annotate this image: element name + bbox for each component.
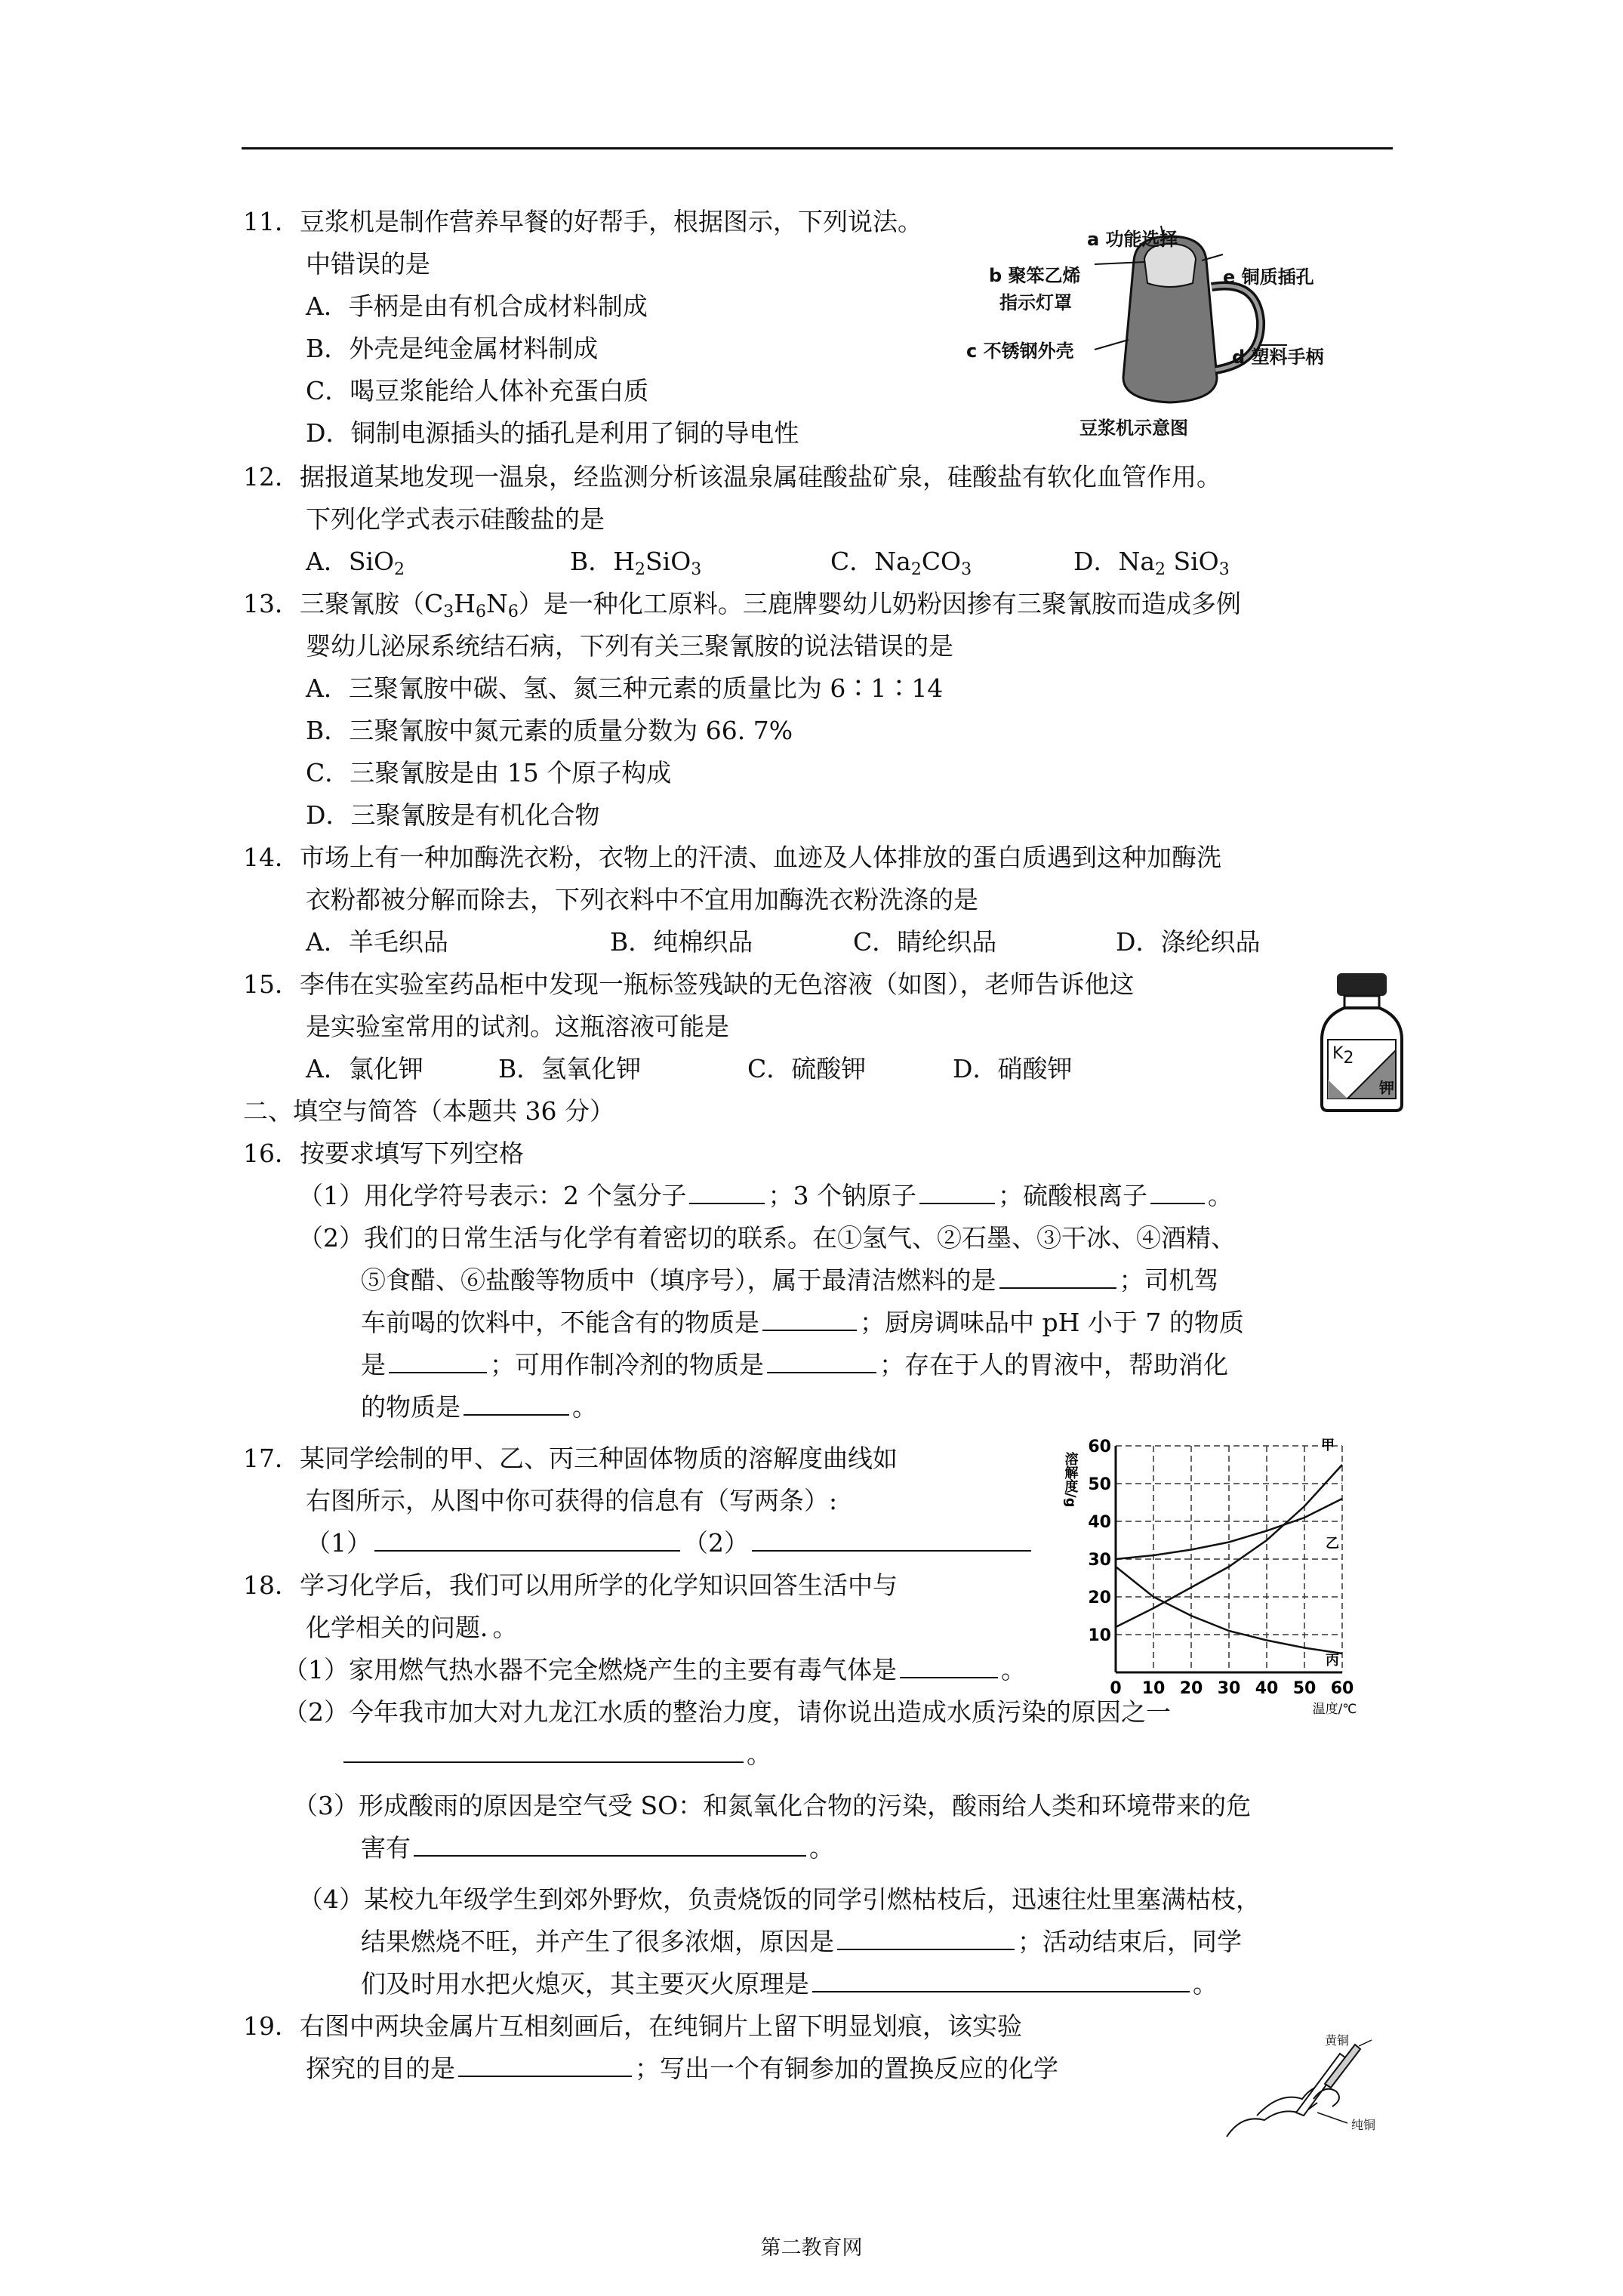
answer-blank[interactable] [919, 1180, 995, 1204]
q14-stem-line2: 衣粉都被分解而除去，下列衣料中不宜用加酶洗衣粉洗涤的是 [306, 885, 978, 914]
y-axis-label: 溶解度/g [1062, 1452, 1079, 1508]
answer-blank[interactable] [837, 1926, 1015, 1950]
q11-option-d: D．铜制电源插头的插孔是利用了铜的导电性 [306, 418, 799, 448]
q13-stem-line1: 13．三聚氰胺$(C_3H_6N_6)$是一种化工原料。三鹿牌婴幼儿奶粉因掺有三聚氰胺而造成多例 [243, 589, 1241, 621]
answer-blank[interactable] [752, 1527, 1031, 1552]
q16-part1: （1）用化学符号表示：2 个氢分子 ；3 个钠原子 ；硫酸根离子 。 [298, 1181, 1233, 1210]
q18-part3-answer: 害有 。 [361, 1833, 834, 1863]
series-label: 甲 [1321, 1438, 1335, 1453]
x-tick-label: 60 [1330, 1679, 1354, 1698]
q17-answers: （1） （2） [306, 1527, 1034, 1560]
bottle-label-k: $K_2$ [1332, 1044, 1354, 1068]
answer-blank[interactable] [1150, 1180, 1205, 1204]
q17-stem-line2: 右图所示，从图中你可获得的信息有（写两条）: [306, 1486, 838, 1515]
q16-part2-line2: ⑤食醋、⑥盐酸等物质中（填序号），属于最清洁燃料的是 ；司机驾 [361, 1265, 1219, 1295]
label-pure-copper: 纯铜 [1351, 2118, 1376, 2132]
metal-scratch-figure [1212, 2031, 1393, 2144]
q16-part2-line1: （2）我们的日常生活与化学有着密切的联系。在①氢气、②石墨、③干冰、④酒精、 [298, 1223, 1236, 1253]
answer-blank[interactable] [458, 2053, 632, 2077]
q18-part2-answer: 。 [343, 1738, 771, 1771]
q13-option-d: D．三聚氰胺是有机化合物 [306, 800, 600, 830]
label-indicator-cover: 指示灯罩 [999, 292, 1072, 313]
q11-option-b: B．外壳是纯金属材料制成 [306, 334, 599, 363]
reagent-bottle-drawing [1317, 970, 1408, 1114]
series-label: 乙 [1326, 1536, 1339, 1552]
q18-part1: （1）家用燃气热水器不完全燃烧产生的主要有毒气体是 。 [283, 1655, 1026, 1684]
label-copper-socket: e 铜质插孔 [1223, 267, 1314, 288]
figure-caption: 豆浆机示意图 [1079, 418, 1188, 439]
x-axis-label: 温度/℃ [1312, 1702, 1357, 1717]
answer-blank[interactable] [999, 1265, 1116, 1289]
q11-option-a: A．手柄是由有机合成材料制成 [306, 291, 648, 321]
q18-part4-line1: （4）某校九年级学生到郊外野炊，负责烧饭的同学引燃枯枝后，迅速往灶里塞满枯枝， [298, 1885, 1261, 1914]
label-steel-shell: c 不锈钢外壳 [966, 341, 1074, 362]
solubility-chart [1057, 1431, 1389, 1718]
q19-stem-line2: 探究的目的是 ；写出一个有铜参加的置换反应的化学 [306, 2054, 1058, 2083]
q19-stem-line1: 19．右图中两块金属片互相刻画后，在纯铜片上留下明显划痕，该实验 [243, 2011, 1022, 2041]
q15-option-c: C．硫酸钾 [747, 1054, 867, 1083]
answer-blank[interactable] [374, 1527, 680, 1552]
y-tick-label: 50 [1088, 1475, 1111, 1494]
q18-stem-line2: 化学相关的问题．。 [306, 1613, 518, 1642]
page-footer: 第二教育网 [760, 2236, 863, 2260]
answer-blank[interactable] [900, 1654, 998, 1678]
q13-option-a: A．三聚氰胺中碳、氢、氮三种元素的质量比为 6∶1∶14 [306, 673, 944, 703]
reagent-bottle-figure [1317, 970, 1408, 1114]
label-function-select: a 功能选择 [1087, 229, 1178, 250]
q15-option-b: B．氢氧化钾 [498, 1054, 642, 1083]
q14-option-c: C．睛纶织品 [853, 927, 997, 957]
answer-blank[interactable] [389, 1349, 487, 1373]
x-tick-label: 50 [1292, 1679, 1317, 1698]
answer-blank[interactable] [689, 1180, 765, 1204]
q13-option-b: B．三聚氰胺中氮元素的质量分数为 66. 7% [306, 716, 793, 745]
q12-option-a: A．SiO$_2$ [306, 547, 405, 579]
y-tick-label: 60 [1088, 1438, 1111, 1456]
answer-blank[interactable] [767, 1349, 876, 1373]
y-tick-label: 20 [1088, 1589, 1111, 1607]
q16-part2-line3: 车前喝的饮料中，不能含有的物质是 ；厨房调味品中 pH 小于 7 的物质 [361, 1308, 1244, 1337]
bottle-label-jia: 钾 [1379, 1079, 1394, 1097]
answer-blank[interactable] [343, 1739, 744, 1763]
q12-stem-line1: 12．据报道某地发现一温泉，经监测分析该温泉属硅酸盐矿泉，硅酸盐有软化血管作用。 [243, 462, 1221, 492]
y-tick-label: 30 [1088, 1551, 1111, 1570]
q15-option-a: A．氯化钾 [306, 1054, 423, 1083]
soymilk-machine-figure [966, 215, 1389, 442]
q17-stem-line1: 17．某同学绘制的甲、乙、丙三种固体物质的溶解度曲线如 [243, 1444, 898, 1473]
q14-option-b: B．纯棉织品 [610, 927, 753, 957]
x-tick-label: 10 [1141, 1679, 1166, 1698]
q16-part2-line4: 是 ；可用作制冷剂的物质是 ；存在于人的胃液中，帮助消化 [361, 1350, 1228, 1379]
q14-option-a: A．羊毛织品 [306, 927, 448, 957]
q11-option-c: C．喝豆浆能给人体补充蛋白质 [306, 376, 649, 405]
answer-blank[interactable] [762, 1307, 857, 1331]
answer-blank[interactable] [812, 1968, 1190, 1992]
q18-part4-line3: 们及时用水把火熄灭，其主要灭火原理是 。 [361, 1969, 1218, 1999]
q16-stem: 16．按要求填写下列空格 [243, 1139, 524, 1168]
q14-option-d: D．涤纶织品 [1116, 927, 1261, 957]
solubility-chart-svg [1057, 1431, 1389, 1718]
label-polystyrene: b 聚笨乙烯 [989, 265, 1081, 286]
label-plastic-handle: d 塑料手柄 [1232, 347, 1324, 368]
q12-option-c: C．$Na_2CO_3$ [830, 547, 972, 579]
q13-option-c: C．三聚氰胺是由 15 个原子构成 [306, 758, 672, 787]
q11-stem-line1: 11．豆浆机是制作营养早餐的好帮手，根据图示，下列说法。 [243, 207, 922, 236]
q13-stem-line2: 婴幼儿泌尿系统结石病，下列有关三聚氰胺的说法错误的是 [306, 631, 953, 661]
q12-option-d: D．$Na_2$ SiO$_3$ [1073, 547, 1230, 579]
section-two-heading: 二、填空与简答（本题共 36 分） [243, 1096, 614, 1126]
q15-stem-line2: 是实验室常用的试剂。这瓶溶液可能是 [306, 1012, 729, 1041]
y-tick-label: 40 [1088, 1513, 1111, 1532]
x-tick-label: 30 [1217, 1679, 1241, 1698]
q16-part2-line5: 的物质是 。 [361, 1392, 597, 1422]
q12-option-b: B．$H_2SiO_3$ [570, 547, 702, 579]
q18-part3: （3）形成酸雨的原因是空气受 SO：和氮氧化合物的污染，酸雨给人类和环境带来的危 [293, 1791, 1252, 1820]
label-brass: 黄铜 [1325, 2033, 1350, 2048]
q12-stem-line2: 下列化学式表示硅酸盐的是 [306, 504, 605, 534]
q18-part4-line2: 结果燃烧不旺，并产生了很多浓烟，原因是 ；活动结束后，同学 [361, 1927, 1242, 1956]
series-label: 丙 [1326, 1653, 1339, 1669]
q14-stem-line1: 14．市场上有一种加酶洗衣粉，衣物上的汗渍、血迹及人体排放的蛋白质遇到这种加酶洗 [243, 843, 1221, 872]
q11-stem-line2: 中错误的是 [306, 249, 430, 279]
x-tick-label: 0 [1110, 1679, 1122, 1698]
q18-part2: （2）今年我市加大对九龙江水质的整治力度，请你说出造成水质污染的原因之一 [283, 1697, 1171, 1727]
y-tick-label: 10 [1088, 1626, 1111, 1645]
x-tick-label: 20 [1179, 1679, 1203, 1698]
x-tick-label: 40 [1255, 1679, 1279, 1698]
top-rule [242, 147, 1393, 149]
q15-option-d: D．硝酸钾 [953, 1054, 1073, 1083]
q18-stem-line1: 18．学习化学后，我们可以用所学的化学知识回答生活中与 [243, 1570, 898, 1600]
q15-stem-line1: 15．李伟在实验室药品柜中发现一瓶标签残缺的无色溶液（如图），老师告诉他这 [243, 969, 1135, 999]
answer-blank[interactable] [414, 1832, 806, 1857]
answer-blank[interactable] [463, 1391, 569, 1416]
